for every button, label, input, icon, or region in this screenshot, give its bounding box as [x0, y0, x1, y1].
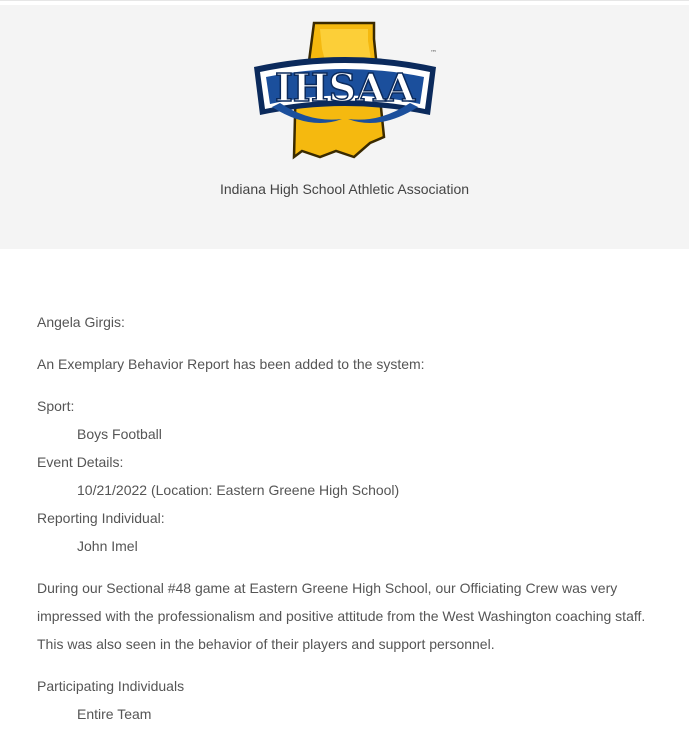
- field-value-event-details: 10/21/2022 (Location: Eastern Greene High School): [77, 482, 400, 498]
- participants-value: Entire Team: [77, 706, 152, 722]
- field-value-reporting-individual: John Imel: [77, 538, 138, 554]
- email-header: [0, 5, 689, 249]
- organization-name: Indiana High School Athletic Association: [219, 181, 470, 197]
- greeting: Angela Girgis:: [37, 314, 125, 330]
- field-label-event-details: Event Details:: [37, 454, 124, 470]
- field-label-sport: Sport:: [37, 398, 75, 414]
- field-label-reporting-individual: Reporting Individual:: [37, 510, 165, 526]
- trademark-symbol: ™: [430, 49, 437, 57]
- ihsaa-logo: [250, 19, 440, 163]
- report-description: During our Sectional #48 game at Eastern Greene High School, our Officiating Crew was very impressed with the professionalism and positive attitude from the West Washington coaching staff. This was also seen in the behavior of their players and support personnel.: [37, 580, 646, 652]
- intro-text: An Exemplary Behavior Report has been added to the system:: [37, 356, 425, 372]
- email-body: [37, 308, 657, 728]
- field-value-sport: Boys Football: [77, 426, 162, 442]
- participants-label: Participating Individuals: [37, 678, 185, 694]
- logo-wordmark: IHSAA: [274, 65, 416, 110]
